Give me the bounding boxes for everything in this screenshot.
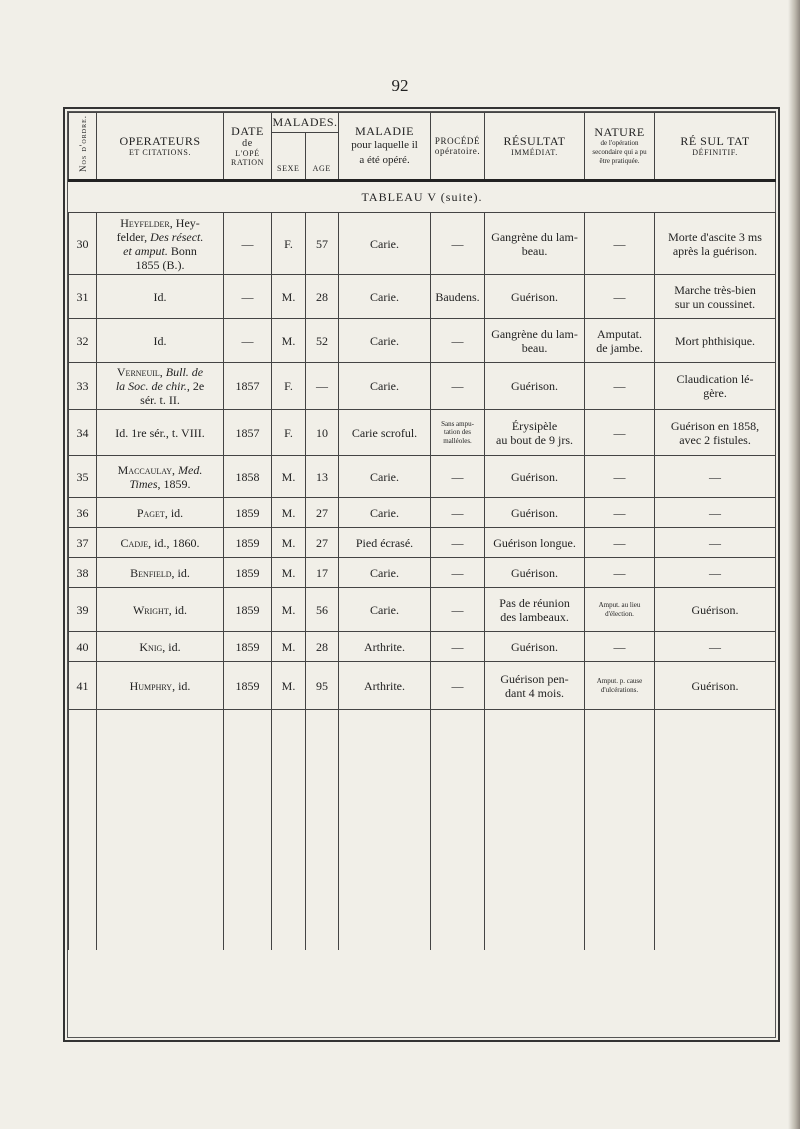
cell-date: — [224,275,272,319]
cell-date: — [224,319,272,363]
cell-disease: Carie scroful. [339,410,431,456]
table-row [69,558,776,588]
cell-operator [97,319,224,363]
final-result-line: après la guérison. [672,243,758,258]
secondary-operation-line: de jambe. [596,340,643,355]
citation-text: , id. [164,505,184,520]
page-number: 92 [391,76,409,95]
table-row [69,319,776,363]
operator-name: Cadje [120,535,149,550]
cell-disease: Carie. [339,588,431,632]
header-sex: SEXE [272,133,306,179]
final-result-line: — [709,565,722,580]
header-operators [97,113,224,181]
cell-operator [97,456,224,498]
cell-operator [97,528,224,558]
cell-blank [97,710,224,950]
secondary-operation-line: Amput. p. cause [596,677,643,685]
citation-italic: la Soc. de chir. [115,379,187,393]
cell-procedure: — [431,632,485,662]
cell-sex: M. [272,632,306,662]
header-immediate-2: IMMÉDIAT. [511,148,558,157]
header-disease-3: a été opéré. [359,153,410,166]
header-patients [272,113,339,181]
cell-date: 1859 [224,662,272,710]
cell-number: 32 [69,319,97,363]
cell-sex: M. [272,662,306,710]
table-row [69,662,776,710]
final-result-line: Guérison. [691,678,739,693]
cell-disease: Carie. [339,456,431,498]
header-patients-sub [272,133,338,179]
cell-procedure: — [431,363,485,410]
final-result-line: — [709,639,722,654]
immediate-result-line: Guérison pen- [500,671,569,686]
immediate-result-line: dant 4 mois. [505,685,565,700]
cell-operator [97,213,224,275]
citation-text: , id., 1860. [148,535,200,550]
cell-date: 1859 [224,498,272,528]
header-date-1: DATE [231,124,264,138]
cell-date: 1859 [224,528,272,558]
header-patients-label: MALADES. [272,113,338,133]
table-row [69,528,776,558]
table-row [69,456,776,498]
immediate-result-line: Guérison. [511,505,559,520]
final-result-line: — [709,505,722,520]
cell-sex: F. [272,410,306,456]
cell-blank [224,710,272,950]
secondary-operation-line: — [613,379,626,393]
cell-final-result [655,558,776,588]
immediate-result-line: Gangrène du lam- [491,326,578,341]
cell-immediate-result [485,410,585,456]
header-order-label: Nos d'ordre. [77,115,88,172]
cell-immediate-result [485,528,585,558]
cell-operator [97,363,224,410]
cell-operator [97,588,224,632]
immediate-result-line: des lambeaux. [500,609,569,624]
table-row [69,632,776,662]
immediate-result-line: Guérison. [511,639,559,654]
cell-disease: Arthrite. [339,662,431,710]
immediate-result-line: beau. [521,243,548,258]
cell-immediate-result [485,213,585,275]
cell-disease: Carie. [339,275,431,319]
immediate-result-line: Gangrène du lam- [491,229,578,244]
cell-date: 1859 [224,588,272,632]
cell-blank [585,710,655,950]
final-result-line: Marche très-bien [674,282,756,297]
header-secondary-4: être pratiquée. [599,157,640,165]
cell-immediate-result [485,498,585,528]
secondary-operation-line: — [613,639,626,654]
secondary-operation-line: d'ulcérations. [600,685,639,694]
operator-name: Humphry [129,678,173,693]
secondary-operation-line: Amputat. [597,326,643,341]
table-row [69,363,776,410]
table-title: TABLEAU V (suite). [69,181,776,213]
secondary-operation-line: — [613,469,626,484]
cell-procedure: — [431,558,485,588]
header-disease-2: pour laquelle il [351,138,418,151]
header-disease-1: MALADIE [355,123,414,138]
cell-secondary-operation [585,558,655,588]
cell-procedure: — [431,498,485,528]
cell-final-result [655,275,776,319]
immediate-result-line: Guérison. [511,565,559,580]
cell-disease: Carie. [339,319,431,363]
citation-italic: et amput. [123,243,168,258]
cell-secondary-operation [585,410,655,456]
cell-age: 27 [306,498,339,528]
secondary-operation-line: — [613,425,626,440]
header-immediate-1: RÉSULTAT [503,134,566,148]
citation-text: , 1859. [157,476,191,491]
header-secondary-1: NATURE [594,125,645,139]
cell-date: 1857 [224,410,272,456]
citation-text: Bonn [167,243,197,258]
cell-age: 57 [306,213,339,275]
operator-name: Id. 1re sér., t. VIII. [115,425,205,440]
cell-final-result [655,528,776,558]
cell-number: 33 [69,363,97,410]
cell-number: 40 [69,632,97,662]
final-result-line: sur un coussinet. [674,296,756,311]
header-secondary-2: de l'opération [600,139,639,147]
cell-secondary-operation [585,528,655,558]
cell-number: 36 [69,498,97,528]
citation-italic: Times [129,476,158,491]
cell-final-result [655,410,776,456]
cell-immediate-result [485,363,585,410]
citation-italic: Med. [178,462,203,477]
table-row [69,275,776,319]
procedure-line: malléoles. [443,436,472,445]
cell-blank [655,710,776,950]
cell-immediate-result [485,275,585,319]
cell-procedure [431,410,485,456]
operator-name: Wright [132,602,169,617]
surgical-cases-table [68,112,776,950]
cell-procedure: — [431,662,485,710]
cell-secondary-operation [585,213,655,275]
cell-date: 1857 [224,363,272,410]
cell-date: 1859 [224,632,272,662]
header-secondary [585,113,655,181]
cell-immediate-result [485,456,585,498]
operator-name: Heyfelder [120,215,170,230]
cell-blank [431,710,485,950]
cell-sex: M. [272,558,306,588]
cell-blank [339,710,431,950]
cell-sex: M. [272,456,306,498]
operator-name: Knig [139,639,163,654]
operator-text: , [172,462,179,477]
cell-secondary-operation [585,319,655,363]
cell-blank [306,710,339,950]
cell-operator [97,632,224,662]
immediate-result-line: au bout de 9 jrs. [496,432,574,447]
cell-sex: F. [272,363,306,410]
cell-final-result [655,632,776,662]
citation-text: 1855 (B.). [135,257,185,272]
header-operators-label: OPERATEURS [119,134,201,148]
cell-secondary-operation [585,363,655,410]
header-procedure-1: PROCÉDÉ [434,136,481,146]
final-result-line: gère. [703,386,727,400]
cell-final-result [655,319,776,363]
cell-final-result [655,213,776,275]
header-final-2: DÉFINITIF. [692,148,738,157]
cell-number: 38 [69,558,97,588]
operator-name: Id. [153,289,167,304]
cell-date: 1858 [224,456,272,498]
cell-age: 56 [306,588,339,632]
immediate-result-line: Guérison. [511,289,559,304]
cell-immediate-result [485,632,585,662]
cell-age: 28 [306,632,339,662]
header-date-3: L'OPÉ [235,149,260,158]
header-secondary-3: secondaire qui a pu [592,148,647,156]
cell-number: 41 [69,662,97,710]
secondary-operation-line: — [613,565,626,580]
cell-disease: Pied écrasé. [339,528,431,558]
cell-age: 10 [306,410,339,456]
cell-immediate-result [485,558,585,588]
cell-secondary-operation [585,632,655,662]
table-row [69,588,776,632]
cell-final-result [655,363,776,410]
cell-operator [97,275,224,319]
header-date-2: de [242,138,253,149]
immediate-result-line: Guérison. [511,379,559,393]
cell-disease: Carie. [339,558,431,588]
cell-immediate-result [485,319,585,363]
cell-number: 37 [69,528,97,558]
citation-italic: Des résect. [150,229,204,244]
page-edge-shadow [788,0,800,1129]
cell-disease: Arthrite. [339,632,431,662]
cell-disease: Carie. [339,498,431,528]
cell-age: 13 [306,456,339,498]
procedure-line: tation des [444,428,472,437]
citation-text: , id. [162,639,181,654]
cell-secondary-operation [585,456,655,498]
cell-operator [97,498,224,528]
cell-sex: M. [272,528,306,558]
cell-final-result [655,456,776,498]
cell-date: 1859 [224,558,272,588]
cell-number: 34 [69,410,97,456]
cell-blank [272,710,306,950]
final-result-line: — [709,535,722,550]
cell-number: 39 [69,588,97,632]
cell-age: 28 [306,275,339,319]
cell-blank [69,710,97,950]
cell-procedure: — [431,588,485,632]
cell-disease: Carie. [339,213,431,275]
operator-text: , Hey- [169,215,200,230]
final-result-line: Guérison en 1858, [670,418,760,433]
cell-secondary-operation [585,588,655,632]
cell-disease: Carie. [339,363,431,410]
cell-secondary-operation [585,662,655,710]
cell-sex: M. [272,498,306,528]
table-row [69,410,776,456]
cell-age: 17 [306,558,339,588]
cell-secondary-operation [585,275,655,319]
cell-final-result [655,588,776,632]
operator-name: Maccaulay [117,462,173,477]
cell-number: 31 [69,275,97,319]
cell-operator [97,410,224,456]
immediate-result-line: Pas de réunion [499,595,570,610]
citation-text: sér. t. II. [140,393,180,407]
cell-sex: M. [272,275,306,319]
header-date-4: RATION [231,158,264,167]
final-result-line: Mort phthisique. [675,333,756,348]
final-result-line: avec 2 fistules. [679,432,751,447]
final-result-line: Morte d'ascite 3 ms [668,229,762,244]
cell-procedure: — [431,456,485,498]
cell-immediate-result [485,662,585,710]
cell-immediate-result [485,588,585,632]
cell-blank [485,710,585,950]
citation-text: , 2e [186,379,205,393]
immediate-result-line: Guérison. [511,469,559,484]
header-row [69,113,776,181]
cell-final-result [655,498,776,528]
secondary-operation-line: d'élection. [605,609,634,618]
immediate-result-line: Guérison longue. [493,535,576,550]
immediate-result-line: beau. [521,340,548,355]
cell-procedure: — [431,213,485,275]
procedure-line: Sans ampu- [441,419,474,428]
final-result-line: Guérison. [691,602,739,617]
table-row [69,498,776,528]
header-immediate [485,113,585,181]
cell-sex: F. [272,213,306,275]
cell-age: 27 [306,528,339,558]
cell-operator [97,558,224,588]
secondary-operation-line: — [613,289,626,304]
citation-text: , id. [168,602,188,617]
operator-name: Paget [136,505,165,520]
cell-age: — [306,363,339,410]
operator-name: Verneuil [116,365,160,379]
secondary-operation-line: — [613,505,626,520]
header-date [224,113,272,181]
header-procedure-2: opératoire. [434,146,481,156]
cell-sex: M. [272,319,306,363]
operator-name: Id. [153,333,167,348]
header-final [655,113,776,181]
cell-sex: M. [272,588,306,632]
citation-text: , id. [172,678,191,693]
cell-procedure: Baudens. [431,275,485,319]
table-title-row [69,181,776,213]
cell-age: 95 [306,662,339,710]
cell-procedure: — [431,528,485,558]
cell-number: 35 [69,456,97,498]
cell-date: — [224,213,272,275]
header-order [69,113,97,181]
header-final-1: RÉ SUL TAT [680,134,750,148]
citation-italic: Bull. de [165,365,204,379]
final-result-line: — [709,469,722,484]
operator-text: , [159,365,166,379]
table-row [69,213,776,275]
secondary-operation-line: Amput. au lieu [598,601,641,609]
immediate-result-line: Érysipèle [511,418,558,433]
operator-name: Benfield [130,565,172,580]
cell-procedure: — [431,319,485,363]
table-blank-area [69,710,776,950]
cell-number: 30 [69,213,97,275]
header-procedure [431,113,485,181]
header-disease [339,113,431,181]
cell-age: 52 [306,319,339,363]
cell-operator [97,662,224,710]
header-operators-sub: ET CITATIONS. [128,148,192,157]
secondary-operation-line: — [613,535,626,550]
cell-secondary-operation [585,498,655,528]
secondary-operation-line: — [613,236,626,251]
header-age: AGE [312,164,331,173]
final-result-line: Claudication lé- [676,372,754,386]
cell-final-result [655,662,776,710]
citation-text: , id. [171,565,190,580]
operator-text: felder, [116,229,151,244]
